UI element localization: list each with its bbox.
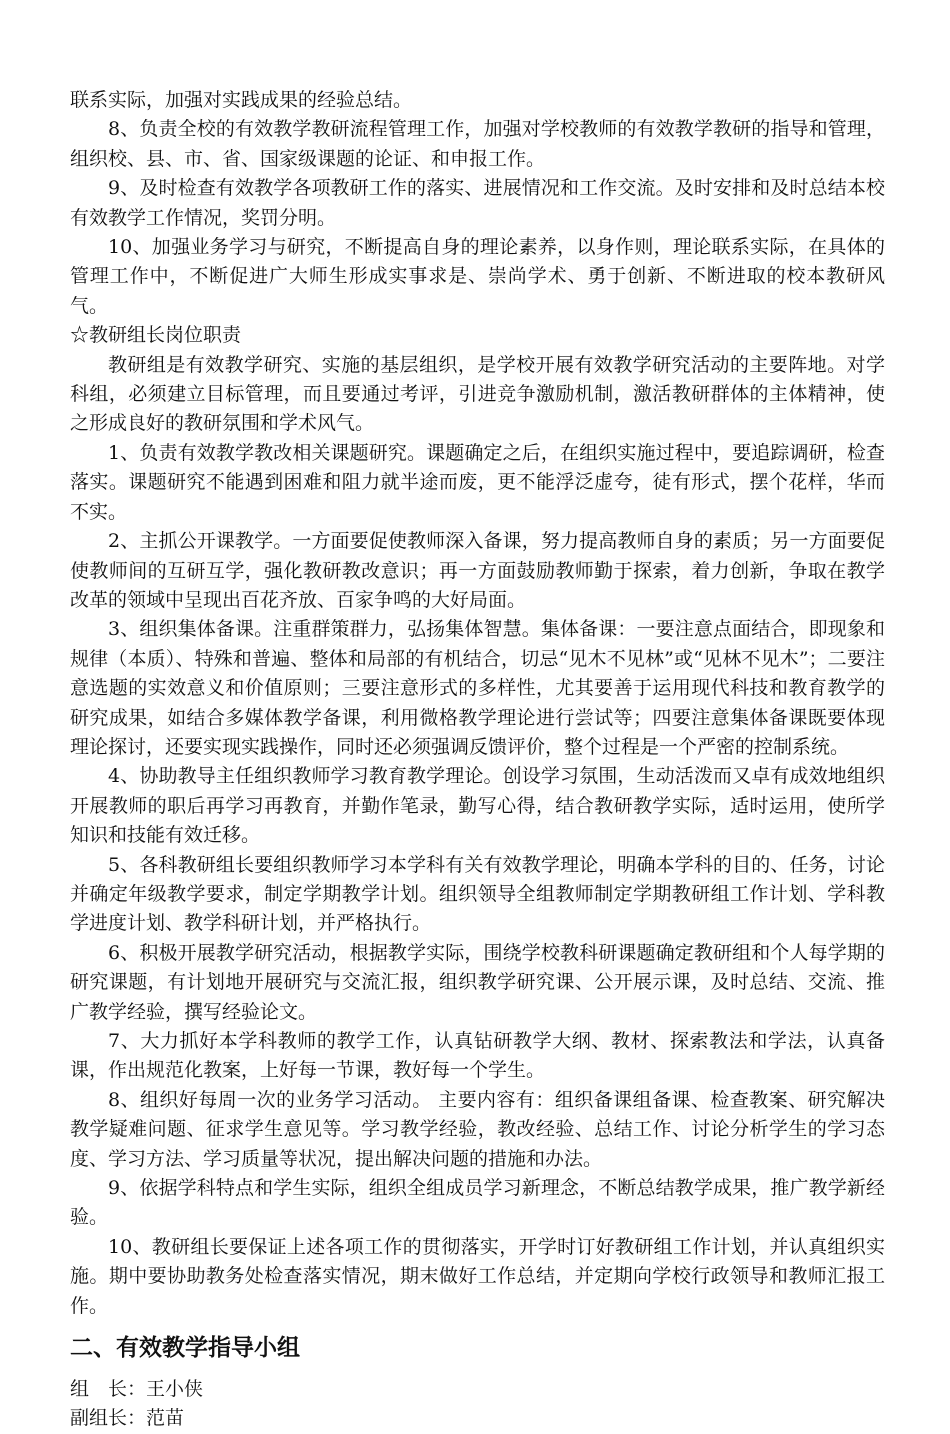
paragraph-duty-3: 3、组织集体备课。注重群策群力，弘扬集体智慧。集体备课：一要注意点面结合，即现象和规律（本质）、特殊和普遍、整体和局部的有机结合，切忌“见木不见林”或“见林不见木”；二要注意选题的实效意义和价值原则；三要注意形式的多样性，尤其要善于运用现代科技和教育教学的研究成果，如结合多媒体教学备课，利用微格教学理论进行尝试等；四要注意集体备课既要体现理论探讨，还要实现实践操作，同时还必须强调反馈评价，整个过程是一个严密的控制系统。: [70, 618, 885, 758]
paragraph-item-8: 8、负责全校的有效教学教研流程管理工作，加强对学校教师的有效教学教研的指导和管理，组织校、县、市、省、国家级课题的论证、和申报工作。: [70, 118, 885, 170]
paragraph-duty-5: 5、各科教研组长要组织教师学习本学科有关有效教学理论，明确本学科的目的、任务，讨论并确定年级教学要求，制定学期教学计划。组织领导全组教师制定学期教研组工作计划、学科教学进度计划、教学科研计划，并严格执行。: [70, 853, 885, 935]
paragraph-duty-7: 7、大力抓好本学科教师的教学工作，认真钻研教学大纲、教材、探索教法和学法，认真备课，作出规范化教案，上好每一节课，教好每一个学生。: [70, 1030, 885, 1082]
paragraph-duty-4: 4、协助教导主任组织教师学习教育教学理论。创设学习氛围，生动活泼而又卓有成效地组织开展教师的职后再学习再教育，并勤作笔录，勤写心得，结合教研教学实际，适时运用，使所学知识和技能有效迁移。: [70, 765, 885, 847]
paragraph-duty-1: 1、负责有效教学教改相关课题研究。课题确定之后，在组织实施过程中，要追踪调研，检查落实。课题研究不能遇到困难和阻力就半途而废，更不能浮泛虚夸，徒有形式，摆个花样，华而不实。: [70, 441, 885, 523]
paragraph-duty-2: 2、主抓公开课教学。一方面要促使教师深入备课，努力提高教师自身的素质；另一方面要促使教师间的互研互学，强化教研教改意识；再一方面鼓励教师勤于探索，着力创新，争取在教学改革的领域中呈现出百花齐放、百家争鸣的大好局面。: [70, 530, 885, 611]
paragraph-duty-9: 9、依据学科特点和学生实际，组织全组成员学习新理念，不断总结教学成果，推广教学新经验。: [70, 1177, 885, 1229]
section-heading: 二、有效教学指导小组: [70, 1335, 300, 1362]
paragraph-duty-8: 8、组织好每周一次的业务学习活动。 主要内容有：组织备课组备课、检查教案、研究解决教学疑难问题、征求学生意见等。学习教学经验，教改经验、总结工作、讨论分析学生的学习态度、学习方法、学习质量等状况，提出解决问题的措施和办法。: [70, 1088, 885, 1170]
paragraph-duty-6: 6、积极开展教学研究活动，根据教学实际，围绕学校教科研课题确定教研组和个人每学期的研究课题，有计划地开展研究与交流汇报，组织教学研究课、公开展示课，及时总结、交流、推广教学经验，撰写经验论文。: [70, 941, 885, 1023]
paragraph-item-9: 9、及时检查有效教学各项教研工作的落实、进展情况和工作交流。及时安排和及时总结本校有效教学工作情况，奖罚分明。: [70, 177, 885, 229]
paragraph-continuation: 联系实际，加强对实践成果的经验总结。: [70, 89, 413, 111]
subsection-title: ☆教研组长岗位职责: [70, 324, 242, 347]
leader-line: 组 长：王小侠: [70, 1378, 204, 1401]
paragraph-intro: 教研组是有效教学研究、实施的基层组织，是学校开展有效教学研究活动的主要阵地。对学科组，必须建立目标管理，而且要通过考评，引进竞争激励机制，激活教研群体的主体精神，使之形成良好的教研氛围和学术风气。: [70, 353, 885, 435]
deputy-line: 副组长：范苗: [70, 1407, 185, 1430]
paragraph-duty-10: 10、教研组长要保证上述各项工作的贯彻落实，开学时订好教研组工作计划，并认真组织实施。期中要协助教务处检查落实情况，期末做好工作总结，并定期向学校行政领导和教师汇报工作。: [70, 1235, 885, 1317]
document-page: [70, 86, 885, 1434]
paragraph-item-10: 10、加强业务学习与研究，不断提高自身的理论素养，以身作则，理论联系实际，在具体的管理工作中，不断促进广大师生形成实事求是、崇尚学术、勇于创新、不断进取的校本教研风气。: [70, 236, 885, 317]
